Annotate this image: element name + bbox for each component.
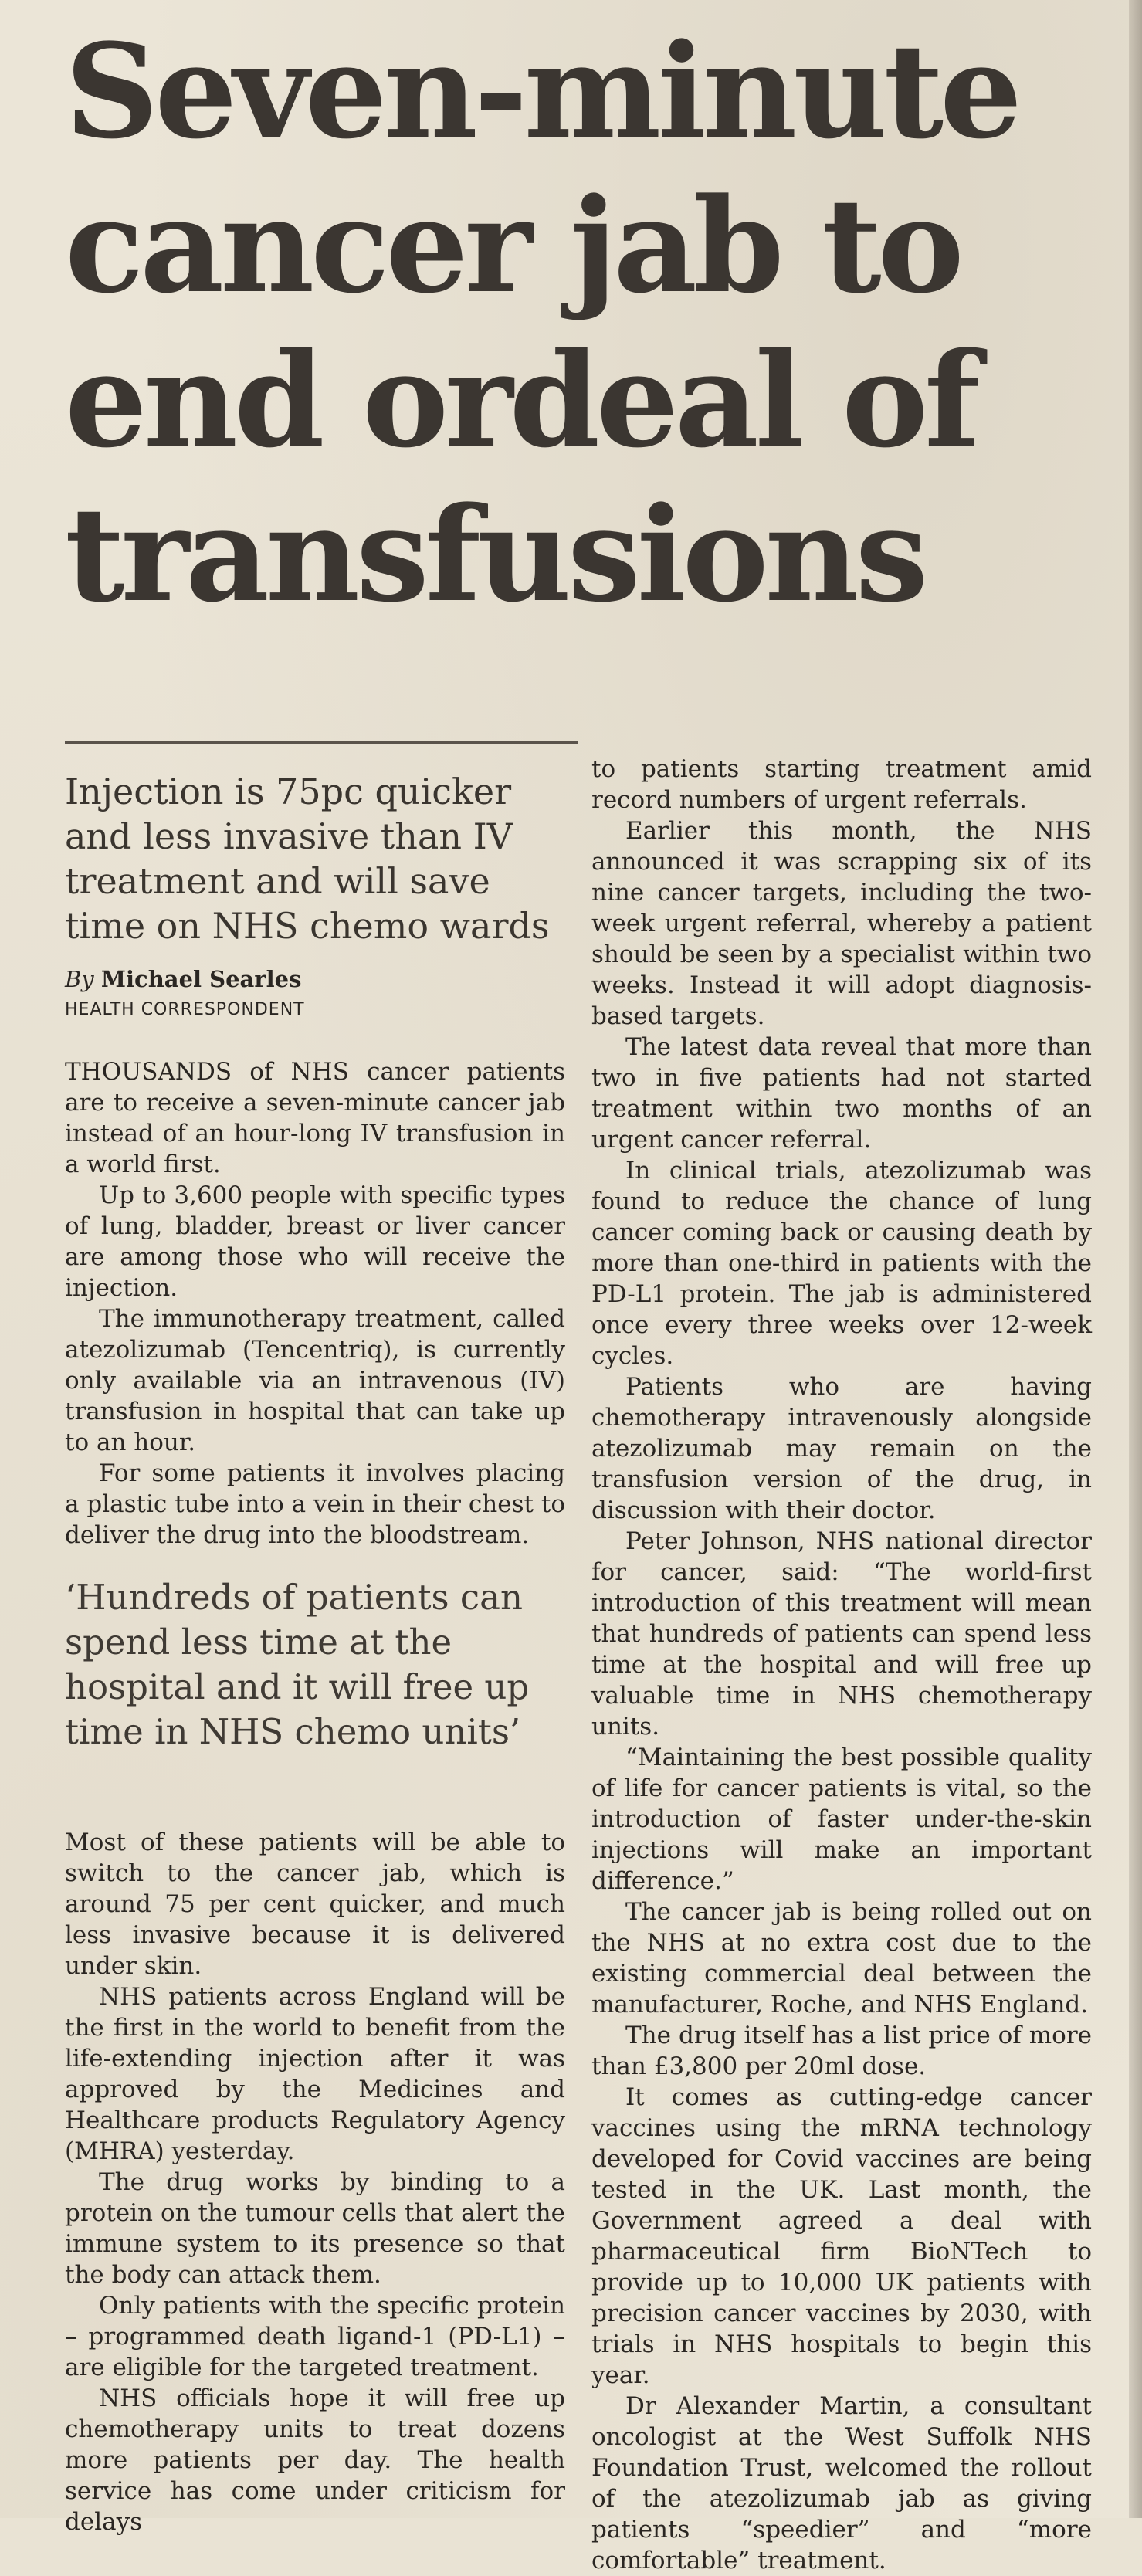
body-paragraph: The drug works by binding to a protein on the tumour cells that alert the immune system to its presence so that the body can attack them.	[65, 2168, 565, 2289]
body-paragraph: In clinical trials, atezolizumab was found to reduce the chance of lung cancer coming back or causing death by more than one-third in patients with the PD-L1 protein. The jab is administered once every three weeks over 12-week cycles.	[591, 1157, 1092, 1370]
body-paragraph: Peter Johnson, NHS national director for cancer, said: “The world-first introduction of this treatment will mean that hundreds of patients can spend less time at the hospital and will free up valuable time in NHS chemotherapy units.	[591, 1527, 1092, 1740]
body-paragraph: NHS patients across England will be the first in the world to benefit from the life-extending injection after it was approved by the Medicines and Healthcare products Regulatory Agency (MHRA) yesterday.	[65, 1983, 565, 2165]
article-standfirst: Injection is 75pc quicker and less invasive than IV treatment and will save time on NHS chemo wards	[65, 771, 550, 947]
body-paragraph: Up to 3,600 people with specific types of lung, bladder, breast or liver cancer are among those who will receive the injection.	[65, 1181, 565, 1302]
body-paragraph: “Maintaining the best possible quality of life for cancer patients is vital, so the introduction of faster under-the-skin injections will make an important difference.”	[591, 1744, 1092, 1895]
article-headline: Seven-minute cancer jab to end ordeal of transfusions	[65, 15, 1018, 631]
body-paragraph: The cancer jab is being rolled out on the NHS at no extra cost due to the existing commercial deal between the manufacturer, Roche, and NHS England.	[591, 1898, 1092, 2018]
standfirst-rule	[65, 741, 578, 744]
body-paragraph: The immunotherapy treatment, called atezolizumab (Tencentriq), is currently only available via an intravenous (IV) transfusion in hospital that can take up to an hour.	[65, 1305, 565, 1456]
body-paragraph: NHS officials hope it will free up chemotherapy units to treat dozens more patients per day. The health service has come under criticism for delays	[65, 2384, 565, 2536]
pull-quote: ‘Hundreds of patients can spend less time at the hospital and it will free up time in NHS chemo units’	[65, 1577, 530, 1752]
body-paragraph: The latest data reveal that more than two in five patients had not started treatment within two months of an urgent cancer referral.	[591, 1033, 1092, 1154]
byline-role: HEALTH CORRESPONDENT	[65, 1000, 305, 1019]
byline-by: By	[65, 966, 94, 992]
body-column-left-top	[65, 1056, 565, 1551]
body-column-right	[591, 754, 1092, 2576]
body-paragraph: Most of these patients will be able to switch to the cancer jab, which is around 75 per cent quicker, and much less invasive because it is delivered under skin.	[65, 1829, 565, 1980]
body-paragraph: The drug itself has a list price of more than £3,800 per 20ml dose.	[591, 2022, 1092, 2080]
body-column-left-bottom	[65, 1827, 565, 2537]
body-paragraph: Only patients with the specific protein – programmed death ligand-1 (PD-L1) – are eligible for the targeted treatment.	[65, 2292, 565, 2381]
body-paragraph: Earlier this month, the NHS announced it was scrapping six of its nine cancer targets, including the two-week urgent referral, whereby a patient should be seen by a specialist within two weeks. Instead it will adopt diagnosis-based targets.	[591, 817, 1092, 1030]
body-paragraph: Dr Alexander Martin, a consultant oncologist at the West Suffolk NHS Foundation Trust, welcomed the rollout of the atezolizumab jab as giving patients “speedier” and “more comfortable” treatment.	[591, 2392, 1092, 2574]
body-paragraph: It comes as cutting-edge cancer vaccines using the mRNA technology developed for Covid vaccines are being tested in the UK. Last month, the Government agreed a deal with pharmaceutical firm BioNTech to provide up to 10,000 UK patients with precision cancer vaccines by 2030, with trials in NHS hospitals to begin this year.	[591, 2083, 1092, 2389]
byline	[65, 965, 578, 1024]
body-paragraph: THOUSANDS of NHS cancer patients are to receive a seven-minute cancer jab instead of an hour-long IV transfusion in a world first.	[65, 1058, 565, 1178]
page-edge-shadow	[1129, 0, 1142, 2518]
byline-author: Michael Searles	[100, 966, 302, 992]
body-paragraph: For some patients it involves placing a plastic tube into a vein in their chest to deliver the drug into the bloodstream.	[65, 1459, 565, 1549]
body-paragraph: Patients who are having chemotherapy intravenously alongside atezolizumab may remain on the transfusion version of the drug, in discussion with their doctor.	[591, 1373, 1092, 1524]
body-paragraph: to patients starting treatment amid record numbers of urgent referrals.	[591, 755, 1092, 814]
